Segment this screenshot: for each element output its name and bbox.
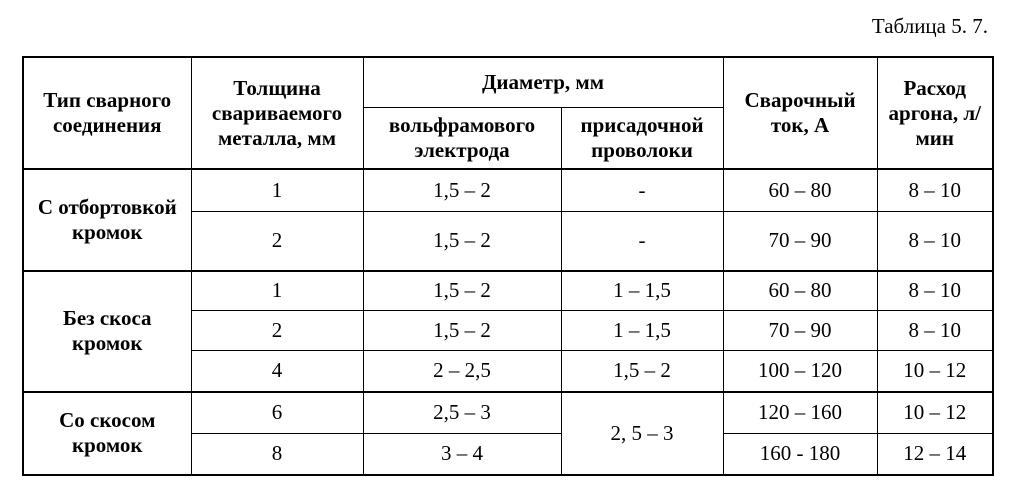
current-cell: 160 - 180 bbox=[723, 433, 877, 475]
electrode-cell: 1,5 – 2 bbox=[363, 169, 561, 212]
wire-cell: - bbox=[561, 212, 723, 271]
current-cell: 70 – 90 bbox=[723, 310, 877, 350]
current-cell: 120 – 160 bbox=[723, 392, 877, 433]
electrode-cell: 2,5 – 3 bbox=[363, 392, 561, 433]
welding-parameters-table bbox=[22, 56, 994, 476]
electrode-cell: 2 – 2,5 bbox=[363, 351, 561, 392]
header-diameter: Диаметр, мм bbox=[363, 57, 723, 107]
joint-type-cell: Со скосом кромок bbox=[23, 392, 191, 475]
argon-cell: 12 – 14 bbox=[877, 433, 993, 475]
header-argon-flow: Расход аргона, л/мин bbox=[877, 57, 993, 169]
electrode-cell: 1,5 – 2 bbox=[363, 271, 561, 310]
electrode-cell: 1,5 – 2 bbox=[363, 212, 561, 271]
current-cell: 60 – 80 bbox=[723, 271, 877, 310]
thickness-cell: 8 bbox=[191, 433, 363, 475]
joint-type-cell: Без скоса кромок bbox=[23, 271, 191, 392]
argon-cell: 8 – 10 bbox=[877, 271, 993, 310]
thickness-cell: 4 bbox=[191, 351, 363, 392]
argon-cell: 8 – 10 bbox=[877, 212, 993, 271]
argon-cell: 10 – 12 bbox=[877, 392, 993, 433]
wire-cell-merged: 2, 5 – 3 bbox=[561, 392, 723, 475]
wire-cell: 1 – 1,5 bbox=[561, 310, 723, 350]
header-welding-current: Сварочный ток, А bbox=[723, 57, 877, 169]
thickness-cell: 1 bbox=[191, 271, 363, 310]
header-metal-thickness: Толщина свариваемого металла, мм bbox=[191, 57, 363, 169]
wire-cell: - bbox=[561, 169, 723, 212]
table-row bbox=[23, 169, 993, 212]
header-filler-wire: присадочной проволоки bbox=[561, 107, 723, 169]
table-caption: Таблица 5. 7. bbox=[871, 14, 988, 38]
table-row bbox=[23, 271, 993, 310]
current-cell: 60 – 80 bbox=[723, 169, 877, 212]
thickness-cell: 6 bbox=[191, 392, 363, 433]
header-joint-type: Тип сварного соединения bbox=[23, 57, 191, 169]
thickness-cell: 2 bbox=[191, 310, 363, 350]
thickness-cell: 2 bbox=[191, 212, 363, 271]
current-cell: 70 – 90 bbox=[723, 212, 877, 271]
argon-cell: 8 – 10 bbox=[877, 310, 993, 350]
electrode-cell: 3 – 4 bbox=[363, 433, 561, 475]
header-tungsten-electrode: вольфрамового электрода bbox=[363, 107, 561, 169]
current-cell: 100 – 120 bbox=[723, 351, 877, 392]
argon-cell: 8 – 10 bbox=[877, 169, 993, 212]
joint-type-cell: С отбортовкой кромок bbox=[23, 169, 191, 271]
wire-cell: 1 – 1,5 bbox=[561, 271, 723, 310]
table-row bbox=[23, 392, 993, 433]
thickness-cell: 1 bbox=[191, 169, 363, 212]
electrode-cell: 1,5 – 2 bbox=[363, 310, 561, 350]
wire-cell: 1,5 – 2 bbox=[561, 351, 723, 392]
argon-cell: 10 – 12 bbox=[877, 351, 993, 392]
